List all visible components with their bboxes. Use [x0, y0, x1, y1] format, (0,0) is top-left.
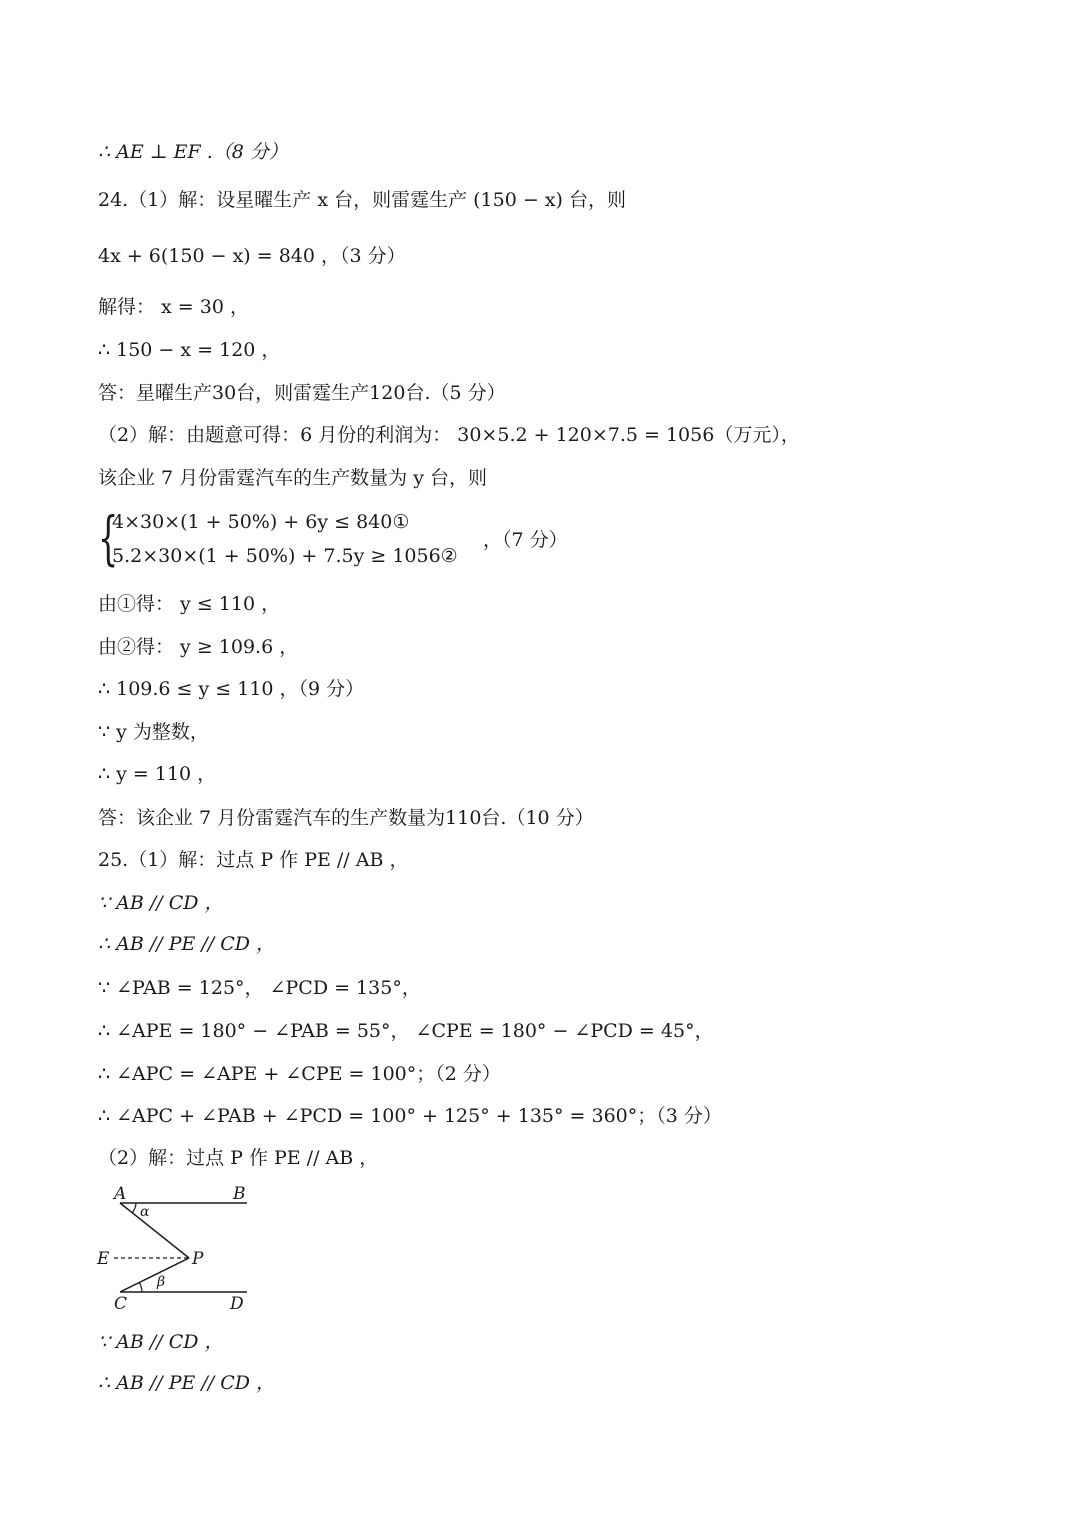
q24-part2-profit: （2）解：由题意可得：6 月份的利润为： 30×5.2 + 120×7.5 = 1056（万元），: [98, 424, 800, 446]
q24-solve-result: 解得： x = 30 ，: [98, 296, 249, 318]
inequality-row-2: 5.2×30×(1 + 50%) + 7.5y ≥ 1056②: [112, 545, 458, 567]
solution-line-ae-perp-ef: ∴ AE ⊥ EF .（8 分）: [98, 141, 288, 163]
q25-part2-setup: （2）解：过点 P 作 PE // AB ，: [98, 1147, 379, 1169]
label-p: P: [192, 1249, 204, 1269]
segment-pc: [120, 1258, 189, 1292]
q25-angle-sum: ∴ ∠APC + ∠PAB + ∠PCD = 100° + 125° + 135° = 360°；（3 分）: [98, 1105, 722, 1127]
label-d: D: [230, 1294, 244, 1314]
q24-part1-setup: 24.（1）解：设星曜生产 x 台，则雷霆生产 (150 − x) 台，则: [98, 189, 626, 211]
q24-range: ∴ 109.6 ≤ y ≤ 110 ，（9 分）: [98, 678, 365, 700]
segment-ap: [120, 1203, 189, 1258]
q25-ab-parallel-cd: ∵ AB // CD ，: [98, 892, 224, 914]
q24-from-ineq-2: 由②得： y ≥ 109.6 ，: [98, 636, 299, 658]
q24-y-value: ∴ y = 110 ，: [98, 763, 217, 785]
q24-part2-answer: 答：该企业 7 月份雷霆汽车的生产数量为110台.（10 分）: [98, 807, 594, 829]
geometry-figure: [94, 1182, 264, 1314]
q24-part2-setup: 该企业 7 月份雷霆汽车的生产数量为 y 台，则: [98, 467, 487, 489]
q24-from-ineq-1: 由①得： y ≤ 110 ，: [98, 593, 281, 615]
label-beta: β: [157, 1274, 166, 1290]
system-brace: {: [98, 504, 119, 572]
label-alpha: α: [140, 1204, 150, 1220]
label-a: A: [114, 1184, 127, 1204]
q24-part1-answer: 答：星曜生产30台，则雷霆生产120台.（5 分）: [98, 382, 506, 404]
q25-part1-setup: 25.（1）解：过点 P 作 PE // AB ，: [98, 849, 409, 871]
q24-equation: 4x + 6(150 − x) = 840 ，（3 分）: [98, 245, 406, 267]
q24-therefore-120: ∴ 150 − x = 120 ，: [98, 339, 281, 361]
q24-integer: ∵ y 为整数，: [98, 721, 209, 743]
label-e: E: [97, 1249, 110, 1269]
inequality-system: [98, 504, 598, 574]
q25-angle-ape-cpe: ∴ ∠APE = 180° − ∠PAB = 55°， ∠CPE = 180° − ∠PCD = 45°，: [98, 1020, 714, 1042]
q25-ab-pe-cd: ∴ AB // PE // CD ，: [98, 933, 276, 955]
q25-part2-ab-pe-cd: ∴ AB // PE // CD ，: [98, 1372, 276, 1394]
q25-part2-ab-parallel-cd: ∵ AB // CD ，: [98, 1331, 224, 1353]
geometry-figure-svg: [94, 1182, 264, 1314]
q25-given-angles: ∵ ∠PAB = 125°， ∠PCD = 135°，: [98, 977, 421, 999]
inequality-row-1: 4×30×(1 + 50%) + 6y ≤ 840①: [112, 511, 410, 533]
label-b: B: [233, 1184, 246, 1204]
angle-beta-arc: [139, 1282, 142, 1292]
label-c: C: [114, 1294, 128, 1314]
angle-alpha-arc: [132, 1203, 136, 1213]
inequality-score: ，（7 分）: [483, 529, 568, 551]
q25-angle-apc: ∴ ∠APC = ∠APE + ∠CPE = 100°；（2 分）: [98, 1063, 501, 1085]
